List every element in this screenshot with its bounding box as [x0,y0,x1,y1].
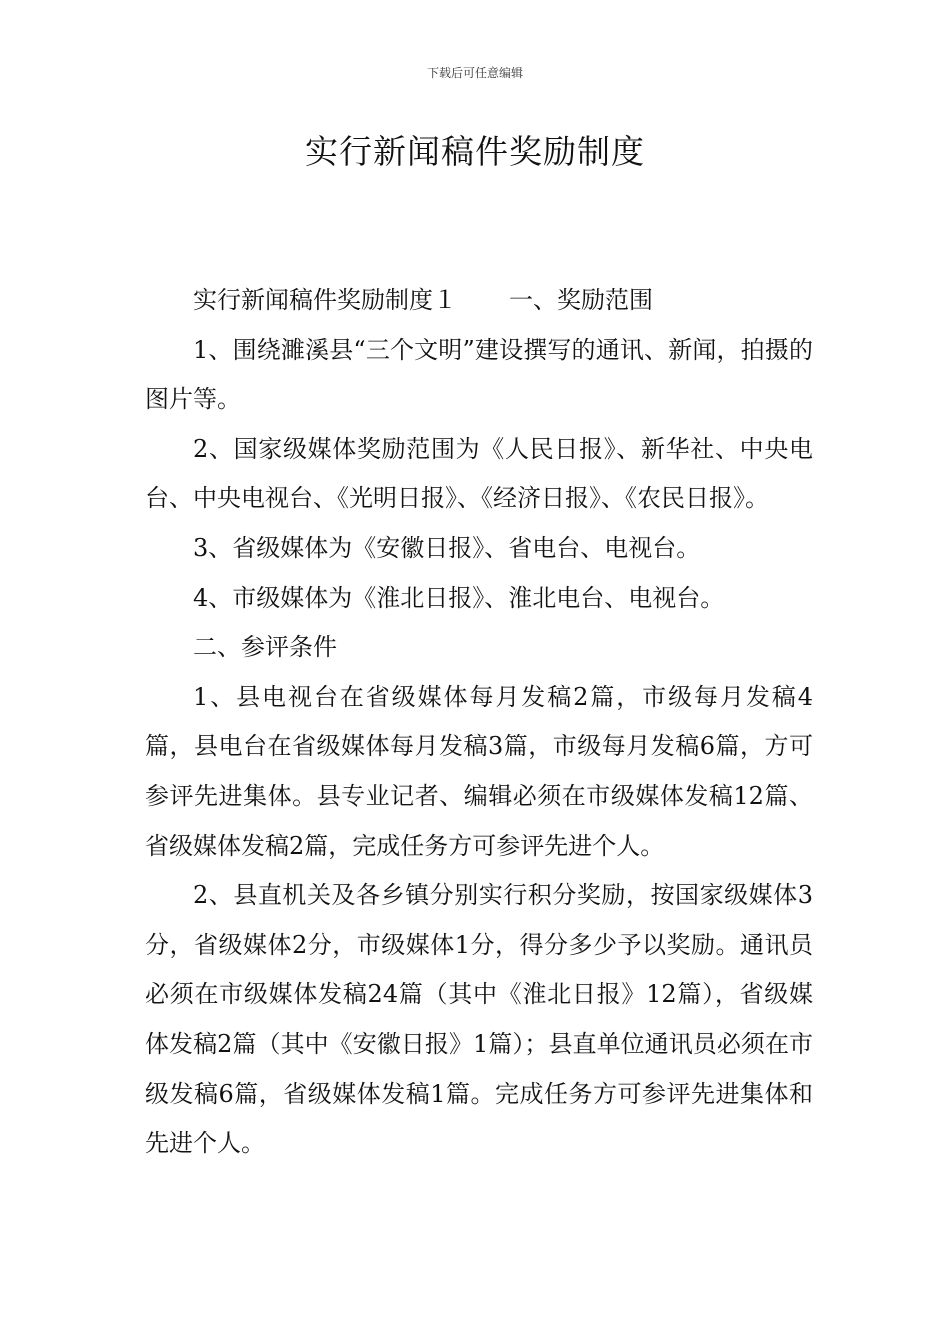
section-heading-reward-scope: 一、奖励范围 [509,286,653,314]
intro-doc-name: 实行新闻稿件奖励制度１ [193,286,457,314]
paragraph-conditions-1: 1、县电视台在省级媒体每月发稿2篇，市级每月发稿4篇，县电台在省级媒体每月发稿3篇，市级每月发稿6篇，方可参评先进集体。县专业记者、编辑必须在市级媒体发稿12篇、省级媒体发稿2篇，完成任务方可参评先进个人。 [145,682,813,860]
paragraph-scope-2: 2、国家级媒体奖励范围为《人民日报》、新华社、中央电台、中央电视台、《光明日报》、《经济日报》、《农民日报》。 [145,434,813,513]
section-heading-conditions: 二、参评条件 [193,633,337,662]
document-title: 实行新闻稿件奖励制度 [305,132,645,171]
document-body [145,276,813,1169]
paragraph-scope-4: 4、市级媒体为《淮北日报》、淮北电台、电视台。 [193,583,725,612]
intro-paragraph [145,276,813,326]
paragraph-scope-3: 3、省级媒体为《安徽日报》、省电台、电视台。 [193,533,701,562]
paragraph-scope-1: 1、围绕濉溪县“三个文明”建设撰写的通讯、新闻，拍摄的图片等。 [145,335,813,414]
paragraph-conditions-2: 2、县直机关及各乡镇分别实行积分奖励，按国家级媒体3分，省级媒体2分，市级媒体1分，得分多少予以奖励。通讯员必须在市级媒体发稿24篇（其中《淮北日报》12篇），省级媒体发稿2篇（其中《安徽日报》1篇）；县直单位通讯员必须在市级发稿6篇，省级媒体发稿1篇。完成任务方可参评先进集体和先进个人。 [145,881,813,1158]
header-note: 下载后可任意编辑 [426,66,523,80]
